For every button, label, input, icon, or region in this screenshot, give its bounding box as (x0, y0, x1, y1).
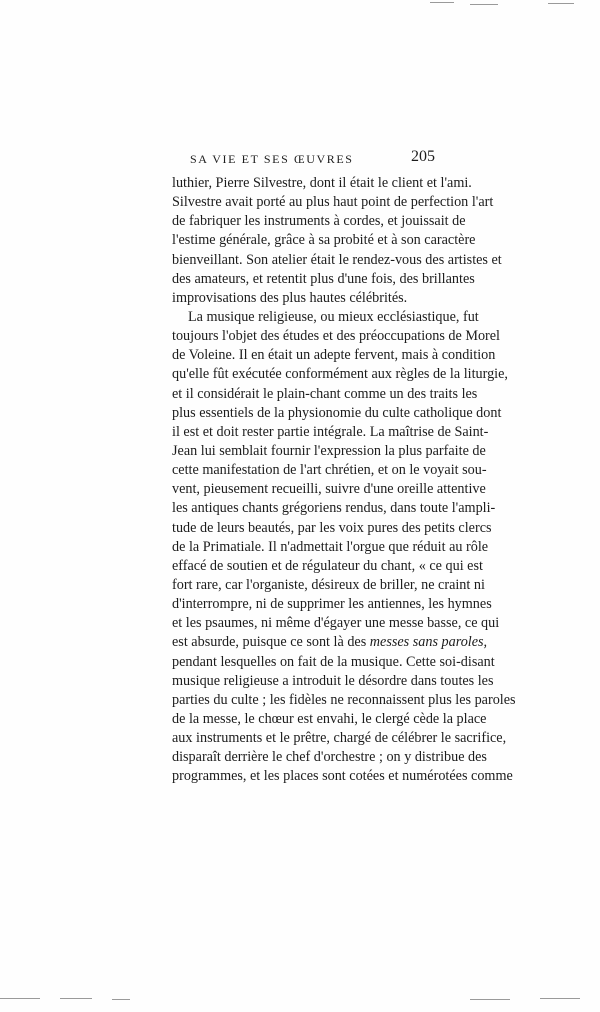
scan-edge-mark-top-1 (430, 2, 454, 3)
text-line: luthier, Pierre Silvestre, dont il était le client et l'ami. (172, 175, 472, 191)
page-number: 205 (411, 148, 435, 165)
scan-edge-mark-bottom-5 (540, 998, 580, 999)
text-line: pendant lesquelles on fait de la musique. Cette soi-disant (172, 653, 495, 670)
text-line: fort rare, car l'organiste, désireux de briller, ne craint ni (172, 576, 485, 593)
scan-edge-mark-bottom-3 (112, 999, 130, 1000)
text-line: l'estime générale, grâce à sa probité et à son caractère (172, 232, 476, 249)
text-line: et il considérait le plain-chant comme un des traits les (172, 385, 478, 402)
text-line: programmes, et les places sont cotées et numérotées comme (172, 768, 513, 785)
text-line: plus essentiels de la physionomie du culte catholique dont (172, 404, 502, 421)
italic-phrase: messes sans paroles, (369, 634, 488, 651)
text-line: improvisations des plus hautes célébrités. (172, 289, 408, 306)
line-text: est absurde, puisque ce sont là des (172, 634, 367, 651)
text-line: aux instruments et le prêtre, chargé de célébrer le sacrifice, (172, 730, 507, 747)
text-line: disparaît derrière le chef d'orchestre ; on y distribue des (172, 749, 487, 766)
text-line: des amateurs, et retentit plus d'une fois, des brillantes (172, 270, 475, 287)
text-line: qu'elle fût exécutée conformément aux règles de la liturgie, (172, 366, 508, 383)
text-line: musique religieuse a introduit le désordre dans toutes les (172, 672, 494, 689)
text-line: effacé de soutien et de régulateur du chant, « ce qui est (172, 557, 483, 574)
text-line: parties du culte ; les fidèles ne reconnaissent plus les paroles (172, 691, 516, 708)
text-line: il est et doit rester partie intégrale. La maîtrise de Saint- (172, 423, 489, 440)
text-line: de Voleine. Il en était un adepte fervent, mais à condition (172, 347, 496, 364)
text-line: d'interrompre, ni de supprimer les antiennes, les hymnes (172, 596, 492, 613)
text-line: et les psaumes, ni même d'égayer une messe basse, ce qui (172, 615, 500, 632)
text-line: bienveillant. Son atelier était le rendez-vous des artistes et (172, 251, 502, 268)
scan-edge-mark-top-2 (470, 4, 498, 5)
page-header (172, 150, 435, 172)
text-line: de la messe, le chœur est envahi, le clergé cède la place (172, 710, 487, 727)
text-line: de la Primatiale. Il n'admettait l'orgue que réduit au rôle (172, 538, 489, 555)
scan-edge-mark-bottom-4 (470, 999, 510, 1000)
text-line: cette manifestation de l'art chrétien, et on le voyait sou- (172, 462, 487, 479)
running-title: SA VIE ET SES ŒUVRES (190, 152, 354, 166)
body-text (172, 174, 516, 787)
text-line: Jean lui semblait fournir l'expression la plus parfaite de (172, 442, 486, 459)
text-line: les antiques chants grégoriens rendus, dans toute l'ampli- (172, 500, 496, 517)
text-line: vent, pieusement recueilli, suivre d'une oreille attentive (172, 481, 486, 498)
text-line: La musique religieuse, ou mieux ecclésiastique, fut (188, 308, 479, 325)
scan-edge-mark-bottom-2 (60, 998, 92, 999)
text-line: toujours l'objet des études et des préoccupations de Morel (172, 328, 500, 345)
text-line: tude de leurs beautés, par les voix pures des petits clercs (172, 519, 492, 536)
scan-edge-mark-top-3 (548, 3, 574, 4)
text-line: Silvestre avait porté au plus haut point de perfection l'art (172, 194, 494, 211)
text-line: de fabriquer les instruments à cordes, et jouissait de (172, 213, 466, 230)
text-line-with-italic (172, 633, 488, 652)
scan-edge-mark-bottom-1 (0, 998, 40, 999)
